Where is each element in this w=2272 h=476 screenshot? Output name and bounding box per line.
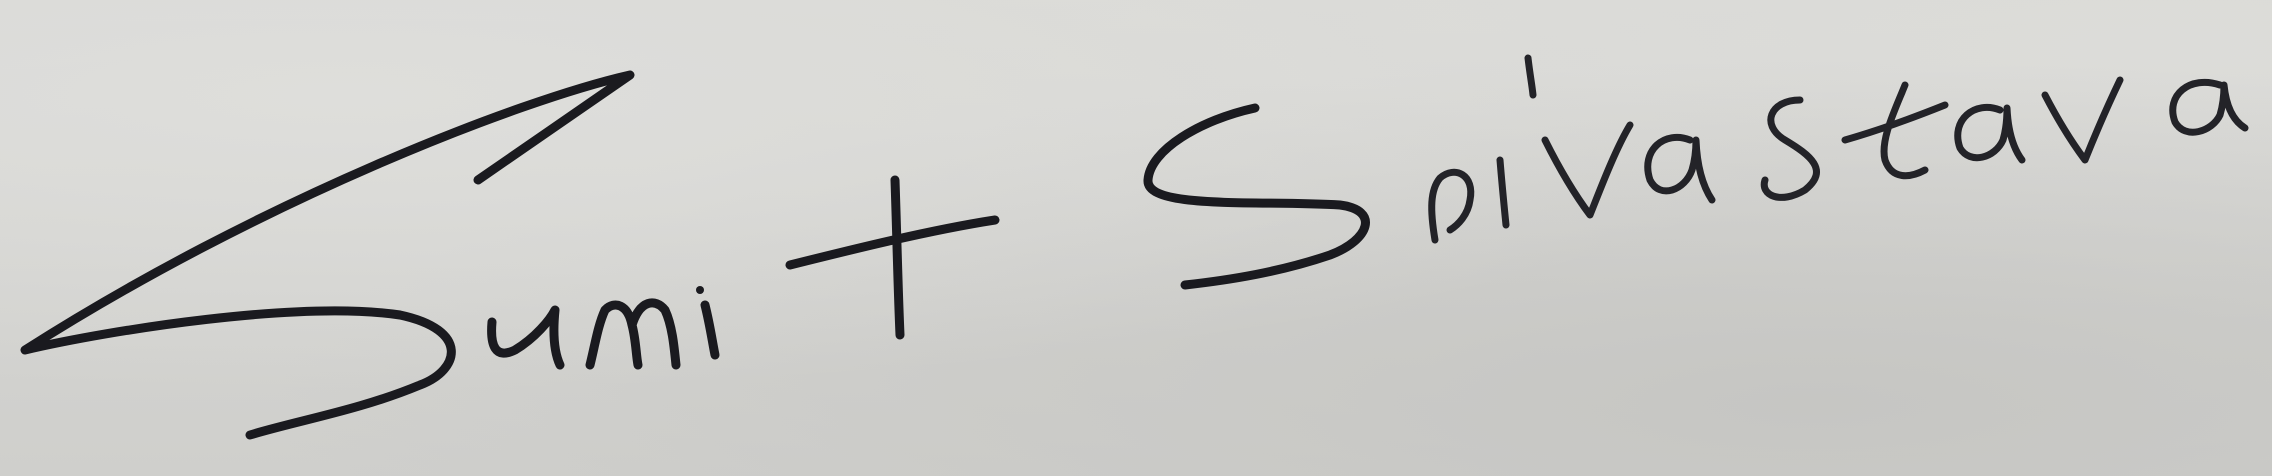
signature-stroke-s3 <box>1764 100 1816 197</box>
signature-stroke-a1 <box>1648 137 1712 200</box>
signature-stroke-i <box>705 305 715 355</box>
signature-stroke-v <box>1545 125 1630 215</box>
signature-stroke-i2 <box>1500 58 1533 225</box>
signature-stroke-m <box>590 303 676 365</box>
signature-stroke-v2 <box>2045 80 2120 160</box>
signature-stroke-t <box>790 180 995 335</box>
signature-stroke-s2 <box>1148 108 1365 285</box>
signature-stroke-a3 <box>2173 82 2245 132</box>
signature-stroke-a2 <box>1958 107 2022 160</box>
signature-stroke-t2 <box>1845 85 1945 176</box>
signature-stroke-u <box>492 310 560 365</box>
signature-stroke-r <box>1432 172 1471 240</box>
signature-i-dot <box>696 286 704 294</box>
signature-stroke-s1 <box>25 75 630 435</box>
